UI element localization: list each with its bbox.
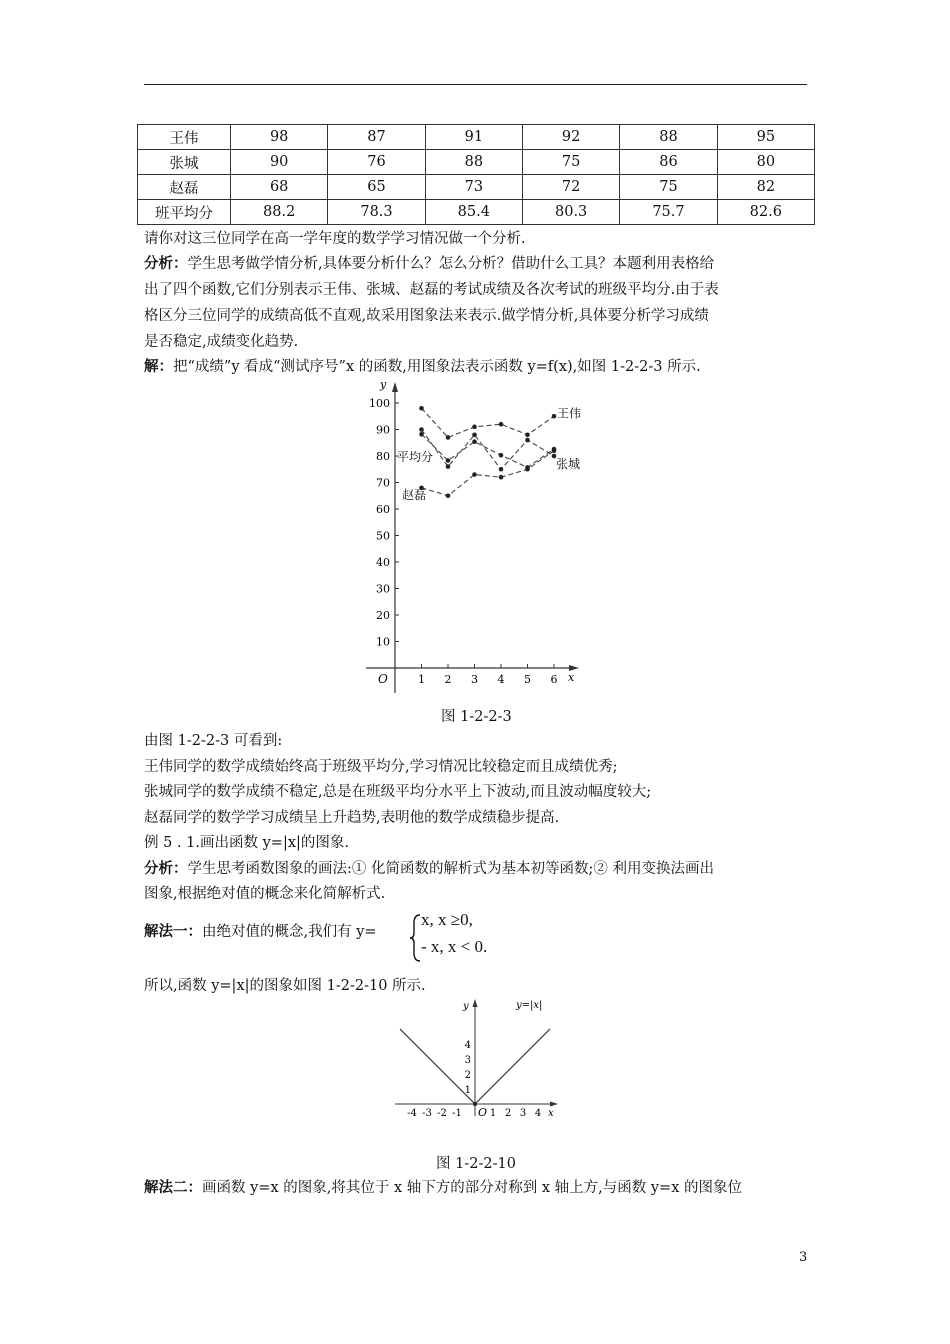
analysis2-line-1: 学生思考函数图象的画法:① 化简函数的解析式为基本初等函数;② 利用变换法画出 — [187, 861, 714, 877]
data-point — [525, 465, 530, 470]
series-label: 赵磊 — [402, 487, 427, 502]
score-cell: 80.3 — [522, 200, 619, 225]
score-cell: 88 — [425, 150, 522, 175]
x-tick-label: 2 — [444, 673, 452, 686]
y-tick-label: 40 — [376, 556, 390, 569]
solution-label: 解： — [144, 358, 173, 375]
analysis-line-2: 出了四个函数,它们分别表示王伟、张城、赵磊的考试成绩及各次考试的班级平均分.由于表 — [144, 282, 719, 298]
x-axis-label: x — [548, 1108, 554, 1119]
data-point — [552, 414, 557, 419]
solution-paragraph — [144, 357, 701, 377]
student-name-cell: 王伟 — [138, 125, 231, 150]
student-name-cell: 班平均分 — [138, 200, 231, 225]
score-cell: 86 — [620, 150, 717, 175]
solution-text: 把“成绩”y 看成“测试序号”x 的函数,用图象法表示函数 y=f(x),如图 1-2-2-3 所示. — [173, 359, 701, 375]
scores-table — [137, 124, 815, 225]
analysis-line-3: 格区分三位同学的成绩高低不直观,故采用图象法来表示.做学情分析,具体要分析学习成绩 — [144, 308, 709, 324]
score-cell: 95 — [717, 125, 814, 150]
x-tick-label: 3 — [471, 673, 478, 686]
function-label: y=|x| — [516, 1000, 543, 1011]
x-axis-label: x — [568, 671, 575, 684]
abs-function-chart — [390, 996, 570, 1120]
analysis-line-4: 是否稳定,成绩变化趋势. — [144, 334, 299, 350]
data-point — [472, 472, 477, 477]
method2-paragraph — [144, 1178, 742, 1198]
score-cell: 65 — [328, 175, 425, 200]
y-tick-label: 1 — [464, 1085, 471, 1096]
observation-2: 张城同学的数学成绩不稳定,总是在班级平均分水平上下波动,而且波动幅度较大; — [144, 784, 652, 800]
x-tick-label: 4 — [534, 1108, 542, 1119]
method1-label: 解法一： — [144, 923, 202, 940]
data-point — [472, 425, 477, 430]
x-tick-label: 5 — [524, 673, 531, 686]
score-cell: 80 — [717, 150, 814, 175]
y-tick-label: 90 — [376, 423, 390, 437]
piecewise-brace — [408, 913, 422, 963]
score-cell: 82.6 — [717, 200, 814, 225]
data-point — [499, 467, 504, 472]
series-label: 张城 — [556, 457, 581, 471]
x-tick-label: 2 — [504, 1108, 512, 1119]
series-label: 王伟 — [557, 406, 582, 421]
student-name-cell: 张城 — [138, 150, 231, 175]
y-tick-label: 30 — [376, 582, 390, 596]
data-point — [525, 438, 530, 443]
data-point — [419, 432, 424, 437]
piecewise-case-2: - x, x < 0. — [421, 937, 488, 956]
y-tick-label: 20 — [376, 609, 390, 622]
student-name-cell: 赵磊 — [138, 175, 231, 200]
score-cell: 87 — [328, 125, 425, 150]
figure-1-caption: 图 1-2-2-3 — [441, 709, 512, 725]
y-tick-label: 2 — [464, 1070, 471, 1081]
graph-intro-text: 所以,函数 y=|x|的图象如图 1-2-2-10 所示. — [144, 978, 426, 994]
origin-label: O — [378, 672, 388, 686]
y-axis-arrow — [473, 999, 478, 1007]
score-cell: 91 — [425, 125, 522, 150]
method2-text: 画函数 y=x 的图象,将其位于 x 轴下方的部分对称到 x 轴上方,与函数 y=x 的图象位 — [202, 1180, 742, 1196]
x-tick-label: -2 — [437, 1108, 447, 1119]
data-point — [446, 493, 451, 498]
x-axis-arrow — [550, 1102, 558, 1107]
score-cell: 73 — [425, 175, 522, 200]
x-tick-label: 6 — [550, 673, 558, 686]
y-tick-label: 10 — [376, 635, 390, 649]
y-axis-arrow — [392, 382, 398, 392]
y-tick-label: 50 — [376, 529, 390, 543]
score-cell: 88.2 — [231, 200, 328, 225]
score-cell: 68 — [231, 175, 328, 200]
analysis2-label: 分析： — [144, 860, 188, 877]
score-cell: 75 — [620, 175, 717, 200]
data-point — [499, 475, 504, 480]
score-cell: 72 — [522, 175, 619, 200]
x-tick-label: -1 — [452, 1108, 462, 1119]
score-cell: 92 — [522, 125, 619, 150]
y-axis-label: y — [463, 1001, 469, 1012]
y-tick-label: 70 — [376, 476, 390, 490]
data-point — [525, 433, 530, 438]
analysis2-line-2: 图象,根据绝对值的概念来化简解析式. — [144, 886, 386, 902]
score-cell: 75.7 — [620, 200, 717, 225]
piecewise-case-1: x, x ≥0, — [421, 910, 473, 929]
figure-2-caption: 图 1-2-2-10 — [436, 1156, 516, 1172]
x-tick-label: 1 — [418, 673, 425, 686]
data-point — [446, 435, 451, 440]
y-tick-label: 80 — [376, 450, 390, 463]
x-tick-label: 3 — [519, 1108, 527, 1119]
score-cell: 82 — [717, 175, 814, 200]
score-cell: 76 — [328, 150, 425, 175]
data-point — [472, 433, 477, 438]
origin-point — [473, 1102, 477, 1106]
observation-intro: 由图 1-2-2-3 可看到: — [144, 733, 283, 749]
x-tick-label: -3 — [422, 1108, 432, 1119]
y-tick-label: 3 — [464, 1055, 471, 1066]
observation-1: 王伟同学的数学成绩始终高于班级平均分,学习情况比较稳定而且成绩优秀; — [144, 759, 618, 775]
score-cell: 98 — [231, 125, 328, 150]
score-cell: 88 — [620, 125, 717, 150]
data-point — [552, 447, 557, 452]
header-rule — [144, 84, 807, 85]
data-point — [472, 439, 477, 444]
series-line — [422, 408, 555, 437]
series-line — [422, 434, 555, 467]
x-tick-label: -4 — [407, 1108, 417, 1119]
score-cell: 85.4 — [425, 200, 522, 225]
data-point — [419, 406, 424, 411]
analysis-label: 分析： — [144, 255, 188, 272]
method1-paragraph — [144, 922, 377, 942]
data-point — [446, 458, 451, 463]
data-point — [419, 427, 424, 432]
analysis2-paragraph — [144, 859, 714, 879]
intro-text: 请你对这三位同学在高一学年度的数学学习情况做一个分析. — [144, 231, 526, 247]
score-cell: 90 — [231, 150, 328, 175]
x-tick-label: 1 — [489, 1108, 497, 1119]
page-number: 3 — [799, 1250, 808, 1265]
score-cell: 75 — [522, 150, 619, 175]
x-tick-label: 4 — [497, 673, 505, 686]
observation-3: 赵磊同学的数学学习成绩呈上升趋势,表明他的数学成绩稳步提高. — [144, 810, 560, 826]
table-row — [138, 175, 815, 200]
analysis-paragraph — [144, 254, 714, 274]
data-point — [446, 464, 451, 469]
table-row — [138, 125, 815, 150]
y-tick-label: 60 — [376, 503, 390, 516]
series-label: 平均分 — [397, 450, 434, 464]
table-row — [138, 150, 815, 175]
table-row — [138, 200, 815, 225]
score-cell: 78.3 — [328, 200, 425, 225]
method2-label: 解法二： — [144, 1179, 202, 1196]
y-axis-label: y — [380, 378, 387, 391]
data-point — [499, 453, 504, 458]
y-tick-label: 4 — [464, 1040, 471, 1051]
data-point — [499, 422, 504, 427]
method1-text: 由绝对值的概念,我们有 y= — [202, 924, 377, 940]
scores-line-chart — [360, 378, 590, 698]
y-tick-label: 100 — [369, 397, 390, 410]
origin-label: O — [478, 1106, 488, 1119]
example-5-heading: 例 5 . 1.画出函数 y=|x|的图象. — [144, 835, 350, 851]
analysis-line-1: 学生思考做学情分析,具体要分析什么？怎么分析？借助什么工具？本题利用表格给 — [187, 256, 715, 272]
